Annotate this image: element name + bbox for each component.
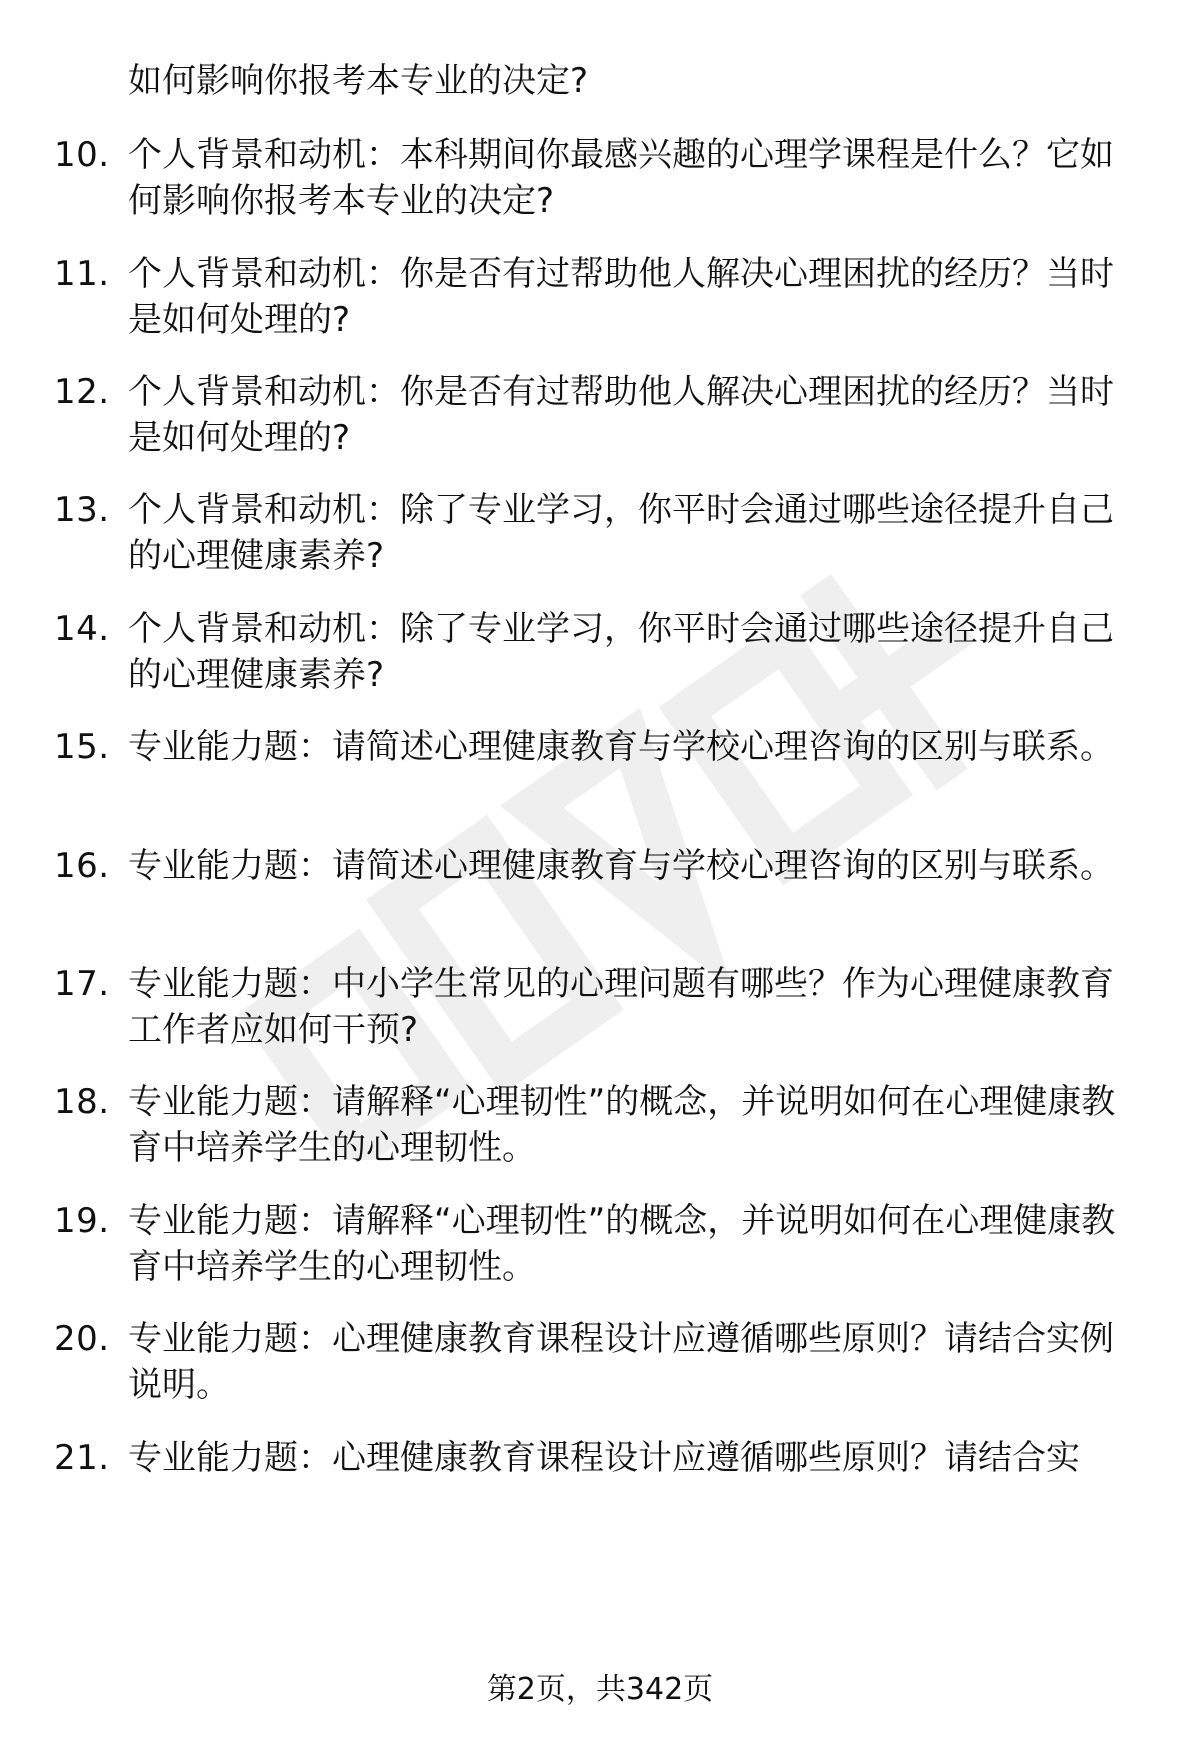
item-text: 个人背景和动机：你是否有过帮助他人解决心理困扰的经历？当时是如何处理的? <box>128 372 1114 458</box>
item-text: 专业能力题：请解释“心理韧性”的概念，并说明如何在心理健康教育中培养学生的心理韧性。 <box>128 1082 1116 1168</box>
item-text: 专业能力题：心理健康教育课程设计应遵循哪些原则？请结合实 <box>128 1438 1080 1478</box>
item-number: 20. <box>54 1319 110 1359</box>
item-text: 个人背景和动机：本科期间你最感兴趣的心理学课程是什么？它如何影响你报考本专业的决定? <box>128 135 1114 221</box>
item-text: 专业能力题：请简述心理健康教育与学校心理咨询的区别与联系。 <box>128 727 1114 767</box>
item-text: 专业能力题：中小学生常见的心理问题有哪些？作为心理健康教育工作者应如何干预? <box>128 964 1114 1050</box>
item-number: 17. <box>54 964 110 1004</box>
item-number: 13. <box>54 490 110 530</box>
item-number: 10. <box>54 135 110 175</box>
item-number: 14. <box>54 609 110 649</box>
item-number: 18. <box>54 1082 110 1122</box>
item-number: 12. <box>54 372 110 412</box>
item-number: 19. <box>54 1201 110 1241</box>
page-footer: 第2页，共342页 <box>486 1672 714 1707</box>
item-text: 专业能力题：心理健康教育课程设计应遵循哪些原则？请结合实例说明。 <box>128 1319 1114 1405</box>
item-number: 11. <box>54 254 110 294</box>
item-number: 15. <box>54 727 110 767</box>
item-text: 个人背景和动机：除了专业学习，你平时会通过哪些途径提升自己的心理健康素养? <box>128 490 1114 576</box>
item-text: 个人背景和动机：你是否有过帮助他人解决心理困扰的经历？当时是如何处理的? <box>128 254 1114 340</box>
item-text: 专业能力题：请解释“心理韧性”的概念，并说明如何在心理健康教育中培养学生的心理韧性。 <box>128 1201 1116 1287</box>
item-number: 21. <box>54 1438 110 1478</box>
item-number: 16. <box>54 846 110 886</box>
item-text: 个人背景和动机：除了专业学习，你平时会通过哪些途径提升自己的心理健康素养? <box>128 609 1114 695</box>
item-text: 专业能力题：请简述心理健康教育与学校心理咨询的区别与联系。 <box>128 846 1114 886</box>
continued-line-text: 如何影响你报考本专业的决定? <box>128 61 589 101</box>
